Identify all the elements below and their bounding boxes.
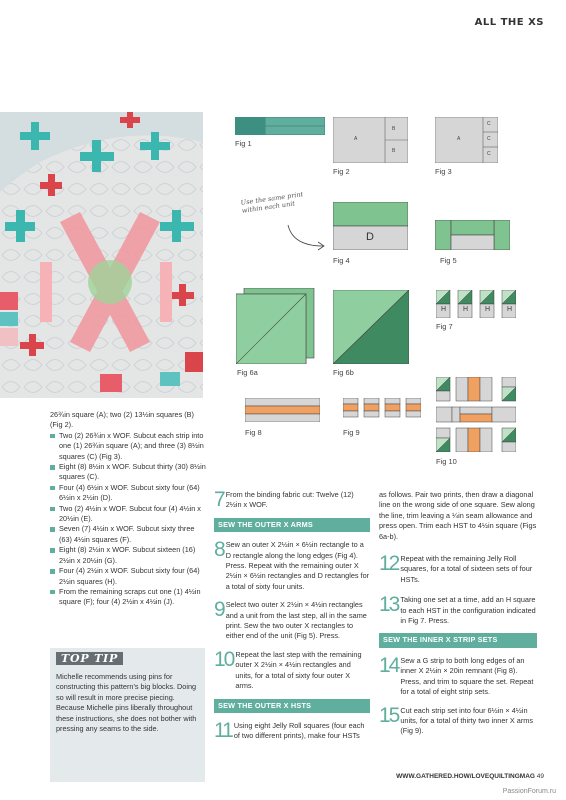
list-item: Eight (8) 8½in x WOF. Subcut thirty (30) 8½in squares (C). [50,462,206,483]
fig1-diagram [235,117,325,135]
list-item: Seven (7) 4½in x WOF. Subcut sixty three (63) 4½in squares (F). [50,524,206,545]
fig9-label: Fig 9 [343,428,360,437]
fig2-diagram [333,117,408,163]
top-tip-title: TOP TIP [56,652,123,665]
fig6b-label: Fig 6b [333,368,354,377]
fig10-label: Fig 10 [436,457,457,466]
page-footer [396,773,544,780]
fig8-label: Fig 8 [245,428,262,437]
fig6a-label: Fig 6a [237,368,258,377]
step-12: 12 Repeat with the remaining Jelly Roll squares, for a total of sixteen sets of four HSTs. [379,552,533,584]
step-13: 13 Taking one set at a time, add an H square to each HST in the configuration indicated in Fig 7. Press. [379,593,536,626]
list-item: Two (2) 26¾in x WOF. Subcut each strip into one (1) 26¾in square (A); and three (3) 8½in squares (C) (Fig 3). [50,431,206,462]
fig7-h2: H [463,306,469,313]
handwritten-note: Use the same print within each unit [240,190,304,215]
fig5-label: Fig 5 [440,256,457,265]
fig3-label-c1: C [487,121,491,127]
quilt-photo [0,112,203,398]
fig2-label-a: A [354,136,358,142]
fig3-label-c2: C [487,136,491,142]
section-outer-x-hsts: SEW THE OUTER X HSTS [214,699,370,713]
section-inner-x-strip-sets: SEW THE INNER X STRIP SETS [379,633,537,647]
left-column [50,410,206,608]
watermark: PassionForum.ru [502,788,556,795]
step-14: 14 Sew a G strip to both long edges of an inner X 2½in × 20in remnant (Fig 8). Press, and trim to square the set. Repeat for a total of eight strip sets. [379,653,534,697]
fig3-label-c3: C [487,151,491,157]
fig1-label: Fig 1 [235,139,252,148]
fig7-label: Fig 7 [436,322,453,331]
step-7: 7 From the binding fabric cut: Twelve (12) 2½in x WOF. [214,488,354,511]
page-number: 49 [536,773,544,780]
cut-list [50,431,206,608]
section-outer-x-arms: SEW THE OUTER X ARMS [214,518,370,532]
fig6b-diagram [333,290,409,364]
step-8: 8 Sew an outer X 2½in × 6½in rectangle to a D rectangle along the long edges (Fig 4). Press. Repeat with the remaining outer X 2½in × 6½in rectangles and D rectangles for a total of sixty four units. [214,538,370,591]
fig2-label: Fig 2 [333,167,350,176]
list-item: Four (4) 2½in x WOF. Subcut sixty four (64) 2½in squares (H). [50,566,206,587]
middle-column [214,490,370,742]
list-item: Eight (8) 2½in x WOF. Subcut sixteen (16) 2½in x 20½in (G). [50,545,206,566]
fig4-label-d: D [366,231,374,243]
fig7-h3: H [485,306,491,313]
running-head: ALL THE XS [474,17,544,28]
list-item: From the remaining scraps cut one (1) 4½in square (F); four (4) 2½in x 4½in (J). [50,587,206,608]
step-15: 15 Cut each strip set into four 6½in × 4½in units, for a total of thirty two inner X arms (Fig 9). [379,703,533,736]
quilt-photo-image [0,112,203,398]
top-tip-box [50,648,205,782]
step-11: 11 Using eight Jelly Roll squares (four each of two different prints), make four HSTs [214,718,365,742]
step-11-continued: as follows. Pair two prints, then draw a diagonal line on the wrong side of one square. Sew along the line, trim leaving a ¼in seam allowance and press open. Trim each HST to 4½in square (Figs 6a-b). [379,490,537,541]
fig7-diagram [436,290,516,318]
step-9: 9 Select two outer X 2½in × 4½in rectangles and a unit from the last step, all in the same print. Sew the two outer X rectangles to either end of the unit (Fig 5). Press. [214,598,367,641]
list-item: Two (2) 4½in x WOF. Subcut four (4) 4½in x 20½in (E). [50,504,206,525]
note-arrow-icon [285,222,330,252]
left-lead: 26¾in square (A); two (2) 13½in squares (B) (Fig 2). [50,410,194,430]
fig10-diagram [436,377,516,452]
fig4-label: Fig 4 [333,256,350,265]
fig7-h1: H [441,306,447,313]
fig7-h4: H [507,306,513,313]
top-tip-body: Michelle recommends using pins for constructing this pattern's big blocks. Doing so will result in more precise piecing. Because Michelle pins liberally throughout these instructions, she does not bother with pressing any seams to the side. [56,672,197,734]
fig3-label: Fig 3 [435,167,452,176]
fig6a-diagram [236,288,316,364]
fig9-diagram [343,398,421,418]
fig3-label-a: A [457,136,461,142]
step-10: 10 Repeat the last step with the remaining outer X 2½in × 4½in rectangles and units, for a total of sixty four outer X arms. [214,647,362,691]
fig8-diagram [245,398,320,422]
fig2-label-b1: B [392,126,396,132]
fig5-diagram [435,220,510,250]
list-item: Four (4) 6½in x WOF. Subcut sixty four (64) 6½in x 2½in (D). [50,483,206,504]
footer-url[interactable]: WWW.GATHERED.HOW/LOVEQUILTINGMAG [396,773,535,780]
right-column [379,490,537,737]
fig2-label-b2: B [392,148,396,154]
